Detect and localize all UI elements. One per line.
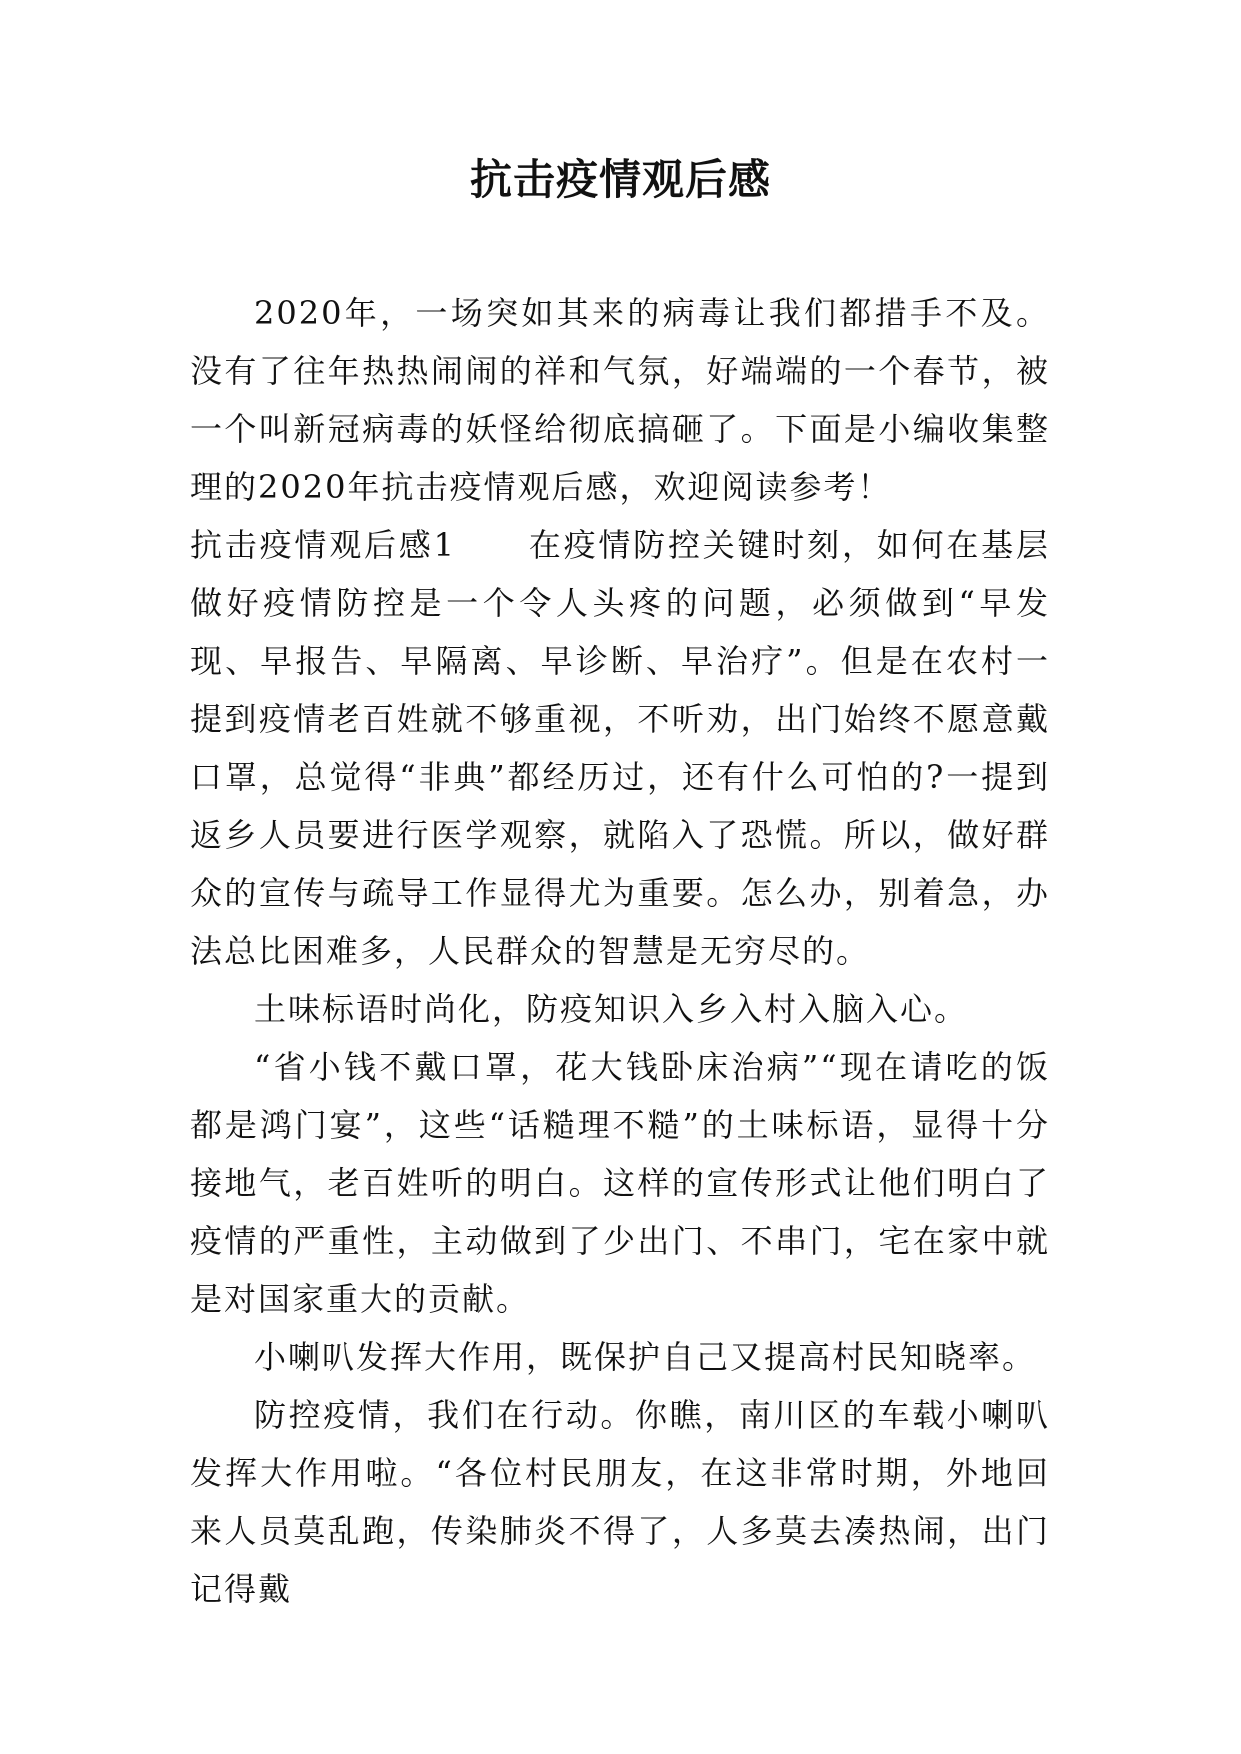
document-title: 抗击疫情观后感 — [469, 155, 771, 204]
essay-1-text: 在疫情防控关键时刻，如何在基层做好疫情防控是一个令人头疼的问题，必须做到“早发现、早报告、早隔离、早诊断、早治疗”。但是在农村一提到疫情老百姓就不够重视，不听劝，出门始终不愿意戴口罩，总觉得“非典”都经历过，还有什么可怕的?一提到返乡人员要进行医学观察，就陷入了恐慌。所以，做好群众的宣传与疏导工作显得尤为重要。怎么办，别着急，办法总比困难多，人民群众的智慧是无穷尽的。 — [190, 526, 1050, 970]
document-body — [190, 284, 1050, 1618]
essay-1-heading: 抗击疫情观后感1 — [190, 526, 456, 564]
intro-paragraph: 2020年，一场突如其来的病毒让我们都措手不及。没有了往年热热闹闹的祥和气氛，好端端的一个春节，被一个叫新冠病毒的妖怪给彻底搞砸了。下面是小编收集整理的2020年抗击疫情观后感，欢迎阅读参考！ — [190, 294, 1050, 506]
paragraph-slogans: “省小钱不戴口罩，花大钱卧床治病”“现在请吃的饭都是鸿门宴”，这些“话糙理不糙”的土味标语，显得十分接地气，老百姓听的明白。这样的宣传形式让他们明白了疫情的严重性，主动做到了少出门、不串门，宅在家中就是对国家重大的贡献。 — [190, 1048, 1050, 1318]
paragraph-loudspeaker: 防控疫情，我们在行动。你瞧，南川区的车载小喇叭发挥大作用啦。“各位村民朋友，在这非常时期，外地回来人员莫乱跑，传染肺炎不得了，人多莫去凑热闹，出门记得戴 — [190, 1396, 1050, 1608]
paragraph-loudspeaker-heading: 小喇叭发挥大作用，既保护自己又提高村民知晓率。 — [254, 1338, 1037, 1376]
essay-1-paragraph — [190, 516, 1050, 980]
paragraph-slogans-heading: 土味标语时尚化，防疫知识入乡入村入脑入心。 — [254, 990, 969, 1028]
